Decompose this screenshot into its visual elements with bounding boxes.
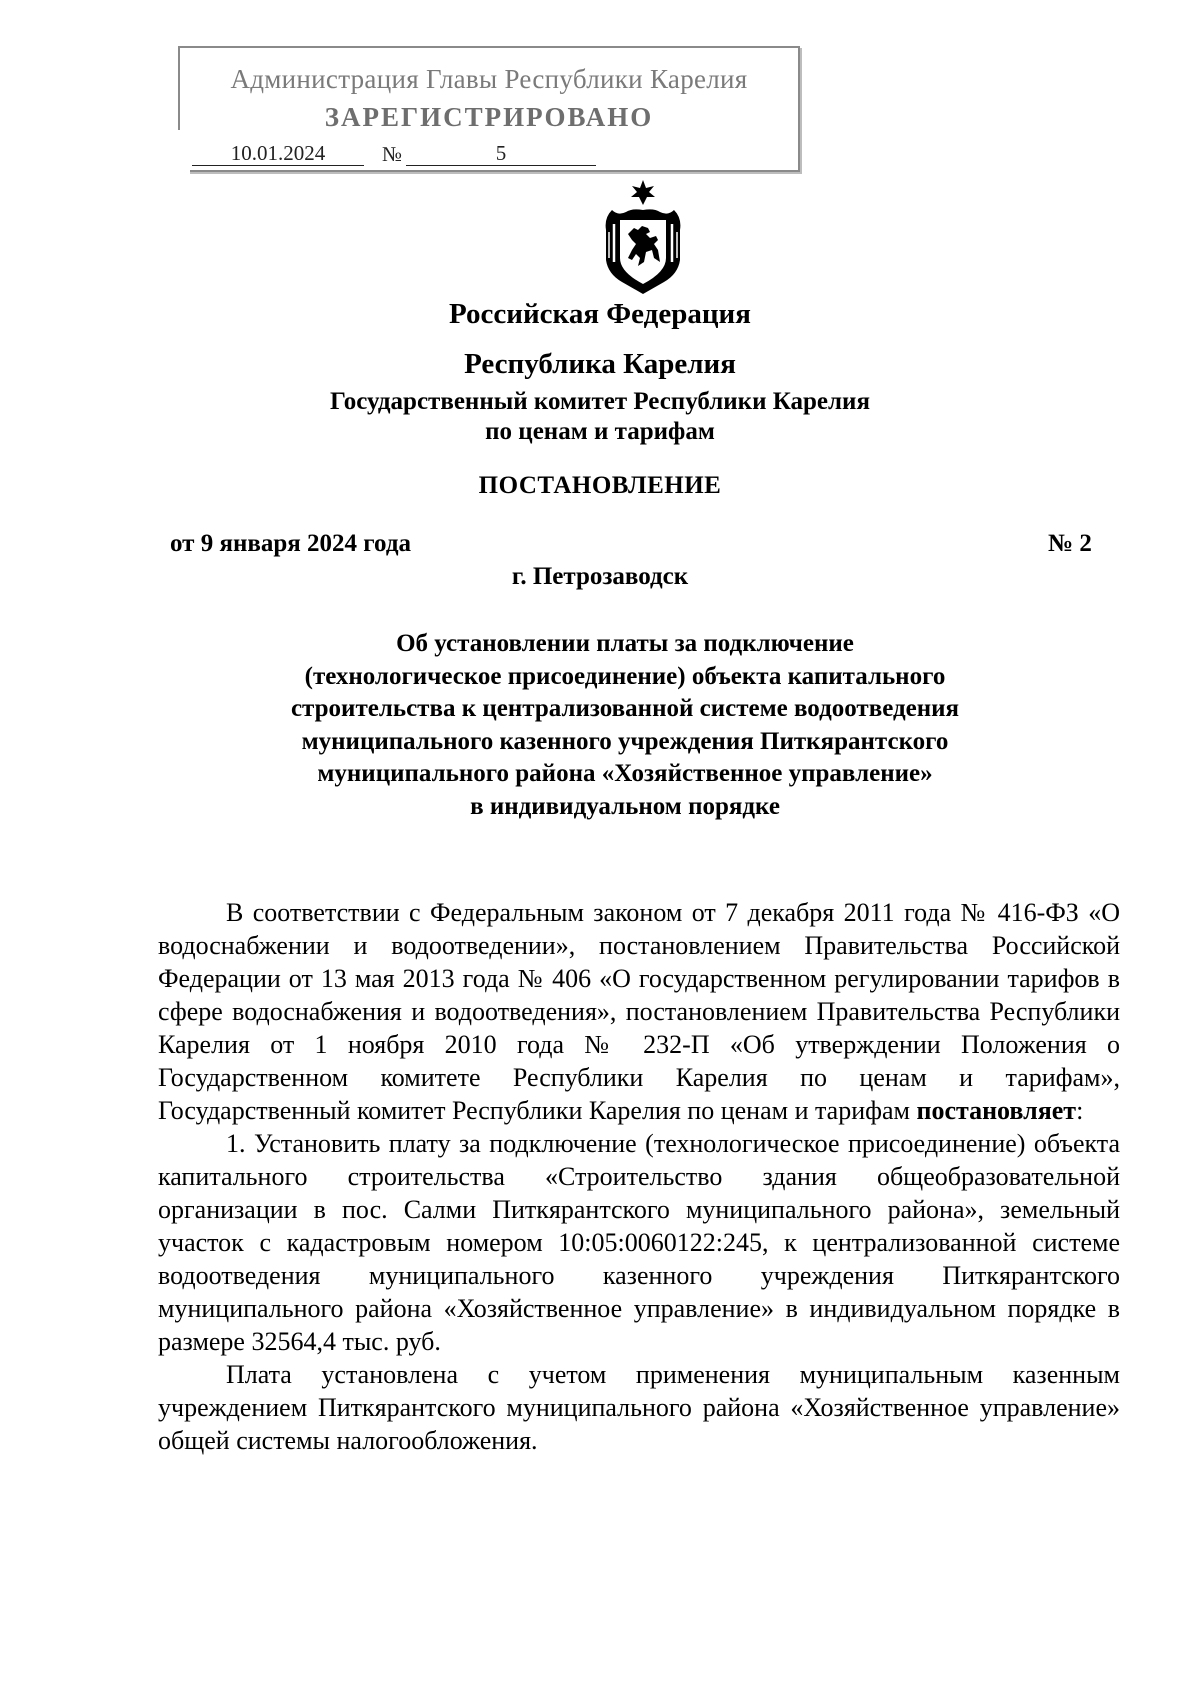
- preamble-paragraph: [158, 896, 1120, 1127]
- stamp-reg-number: 5: [406, 141, 596, 166]
- subject-line: (технологическое присоединение) объекта капитального: [304, 662, 946, 690]
- header-republic: Республика Карелия: [464, 348, 736, 380]
- subject-line: в индивидуальном порядке: [470, 792, 780, 820]
- resolves-keyword: постановляет: [916, 1096, 1077, 1125]
- document-number: № 2: [1048, 530, 1092, 557]
- header-committee: Государственный комитет Республики Карелия: [330, 388, 870, 415]
- document-body: [158, 896, 1120, 1457]
- subject-line: муниципального района «Хозяйственное управление»: [317, 760, 933, 787]
- header-committee-sub: по ценам и тарифам: [485, 418, 715, 445]
- header-federation: Российская Федерация: [449, 298, 751, 330]
- stamp-authority: Администрация Главы Республики Карелия: [230, 64, 748, 94]
- preamble-text: В соответствии с Федеральным законом от 7 декабря 2011 года № 416-ФЗ «О водоснабжении и водоотведении», постановлением Правительства Российской Федерации от 13 мая 2013 года № 406 «О государственном регулировании тарифов в сфере водоснабжения и водоотведения», постановлением Правительства Республики Карелия от 1 ноября 2010 года № 232-П «Об утверждении Положения о Государственном комитете Республики Карелия по ценам и тарифам», Государственный комитет Республики Карелия по ценам и тарифам: [158, 898, 1120, 1125]
- stamp-registered: ЗАРЕГИСТРИРОВАНО: [324, 102, 654, 132]
- karelia-coat-of-arms-icon: [598, 178, 688, 298]
- stamp-reg-date: 10.01.2024: [192, 141, 364, 166]
- document-city: г. Петрозаводск: [511, 563, 689, 590]
- registration-stamp: [178, 46, 800, 172]
- document-subject: [230, 628, 1020, 823]
- stamp-number-sign: №: [382, 142, 403, 166]
- item-1-note-paragraph: Плата установлена с учетом применения муниципальным казенным учреждением Питкярантского муниципального района «Хозяйственное управление» общей системы налогообложения.: [158, 1360, 1120, 1455]
- subject-line: Об установлении платы за подключение: [396, 630, 854, 657]
- subject-line: муниципального казенного учреждения Питкярантского: [301, 727, 949, 755]
- preamble-end: :: [1076, 1096, 1084, 1125]
- stamp-edge-gap: [176, 130, 190, 180]
- document-date: от 9 января 2024 года: [170, 530, 411, 557]
- subject-line: строительства к централизованной системе водоотведения: [290, 695, 960, 722]
- item-1-paragraph: 1. Установить плату за подключение (технологическое присоединение) объекта капитального строительства «Строительство здания общеобразовательной организации в пос. Салми Питкярантского муниципального района», земельный участок с кадастровым номером 10:05:0060122:245, к централизованной системе водоотведения муниципального казенного учреждения Питкярантского муниципального района «Хозяйственное управление» в индивидуальном порядке в размере 32564,4 тыс. руб.: [158, 1129, 1120, 1356]
- document-type: ПОСТАНОВЛЕНИЕ: [478, 472, 722, 499]
